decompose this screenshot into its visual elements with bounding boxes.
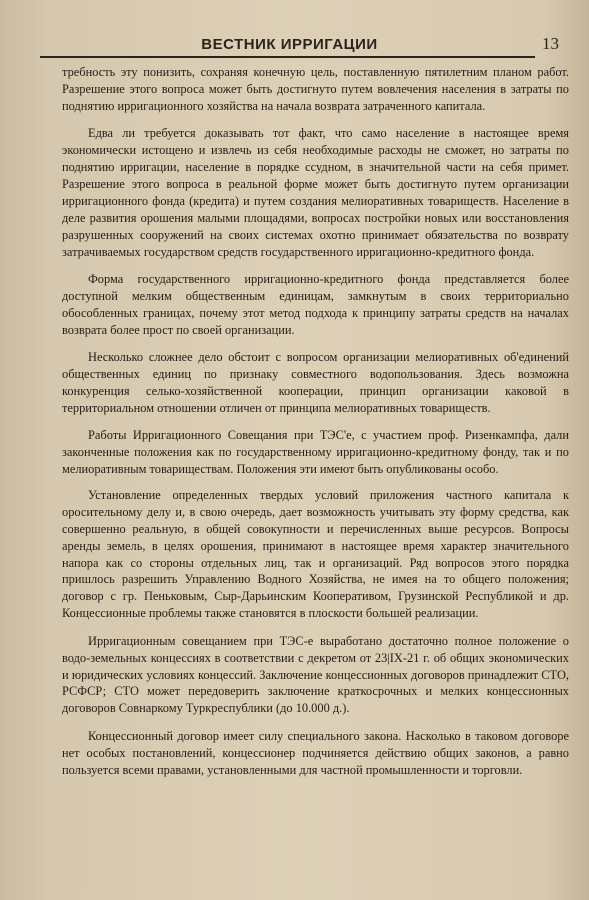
page-header bbox=[40, 36, 559, 58]
journal-title: ВЕСТНИК ИРРИГАЦИИ bbox=[201, 36, 378, 53]
paragraph-2: Едва ли требуется доказывать тот факт, что само население в настоящее время экономически истощено и извлечь из себя необходимые расходы не сможет, но затраты по поднятию ирригации, население в порядке ссудном, в значительной части на себя примет. Разрешение этого вопроса в реальной форме может быть достигнуто путем организации ирригационного фонда (кредита) и путем создания мелиоративных товариществ. Население в деле развития орошения малыми площадями, вопросах постройки новых или восстановления разрушенных сооружений на своих системах охотно принимает обязательства по возврату затрачиваемых государством средств государственного ирригационно-кредитного фонда. bbox=[62, 126, 569, 259]
paragraph-4: Несколько сложнее дело обстоит с вопросом организации мелиоративных об'единений общественных единиц по признаку совместного водопользования. Здесь возможна конкуренция селько-хозяйственной кооперации, принцип организации каковой в территориальном отношении отличен от принципа мелиоративных товариществ. bbox=[62, 350, 569, 415]
paragraph-8: Концессионный договор имеет силу специального закона. Насколько в таковом договоре нет особых постановлений, концессионер подчиняется действию общих законов, а равно пользуется всеми правами, установленными для частной промышленности и торговли. bbox=[62, 728, 569, 777]
paragraph-5: Работы Ирригационного Совещания при ТЭС'е, с участием проф. Ризенкампфа, дали законченные положения как по государственному ирригационно-кредитному фонду, так и по мелиоративным товариществам. Положения эти имеют быть опубликованы особо. bbox=[62, 428, 569, 477]
article-body bbox=[62, 64, 569, 789]
header-rule bbox=[40, 56, 535, 58]
paragraph-7: Ирригационным совещанием при ТЭС-е выработано достаточно полное положение о водо-земельных концессиях в соответствии с декретом от 23|IX-21 г. об общих экономических и юридических условиях концессий. Заключение концессионных договоров принадлежит СТО, РСФСР; СТО может передоверить заключение краткосрочных и мелких концессионных договоров Совнаркому Туркреспублики (до 10.000 д.). bbox=[62, 633, 569, 716]
paragraph-3: Форма государственного ирригационно-кредитного фонда представляется более доступной мелким общественным единицам, замкнутым в своих территориально обособленных границах, почему этот метод подхода к принципу затраты средств на началах возврата более прост по своей организации. bbox=[62, 271, 569, 337]
paragraph-6: Установление определенных твердых условий приложения частного капитала к оросительному делу и, в свою очередь, дает возможность учитывать эту форму средства, как совершенно реальную, в общей совокупности и перечисленных выше ресурсов. Вопросы аренды земель, в целях орошения, принимают в настоящее время характер значительного напора как со стороны отдельных лиц, так и организаций. Ряд вопросов этого порядка пришлось разрешить Управлению Водного Хозяйства, не имея на то общего положения; договор с гр. Пеньковым, Сыр-Дарьинским Кооперативом, Грузинской Республикой и др. Концессионные проблемы также становятся в плоскости большей реализации. bbox=[62, 487, 569, 621]
page-number: 13 bbox=[542, 34, 559, 53]
paragraph-1: требность эту понизить, сохраняя конечную цель, поставленную пятилетним планом работ. Разрешение этого вопроса может быть достигнуто путем вовлечения населения в затраты по поднятию ирригационного хозяйства на начала возврата затраченного капитала. bbox=[62, 65, 569, 113]
